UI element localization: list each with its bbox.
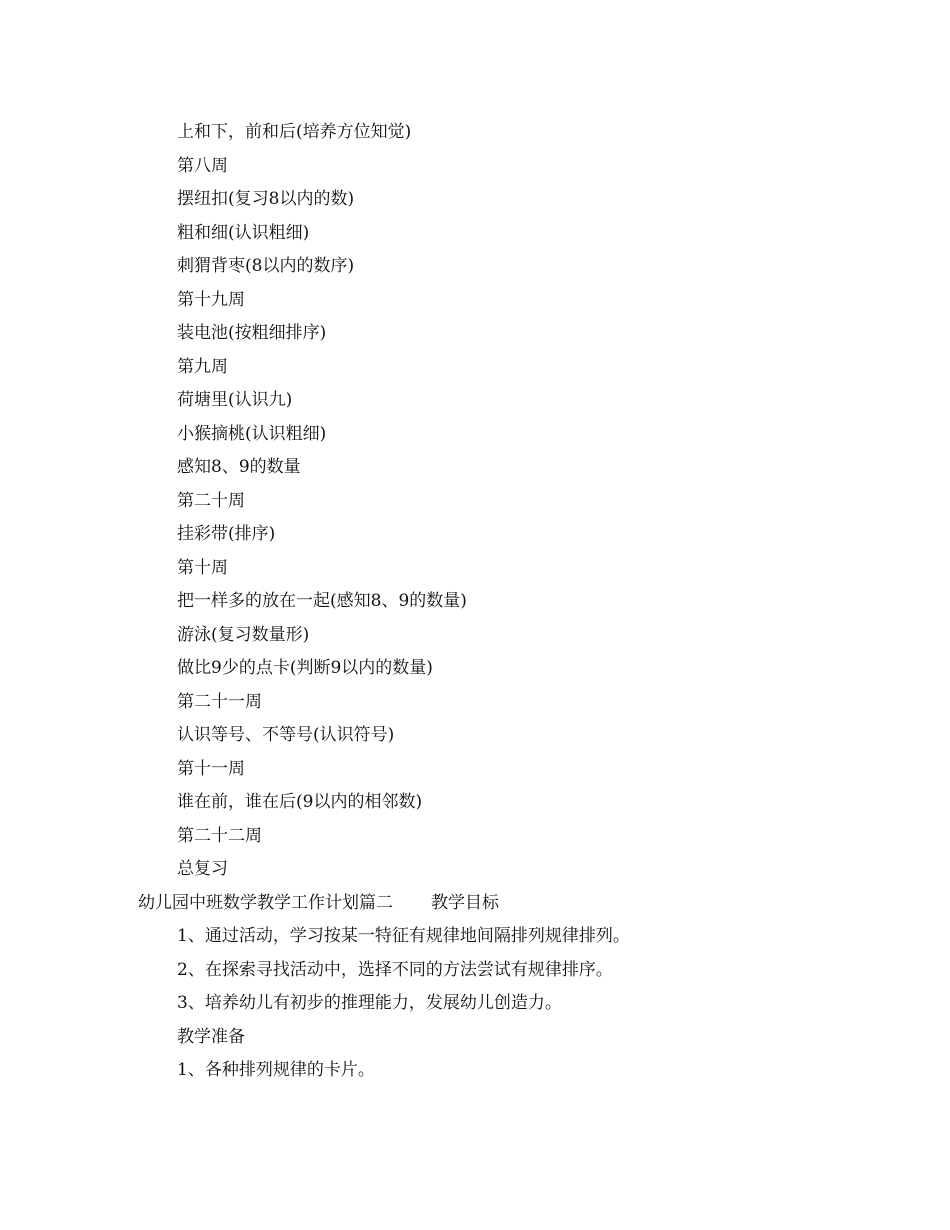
week-heading: 第十周 [177, 557, 228, 578]
week-heading: 第二十一周 [177, 691, 262, 712]
text-line: 游泳(复习数量形) [177, 624, 310, 645]
week-heading: 第十九周 [177, 289, 245, 310]
week-heading: 第九周 [177, 356, 228, 377]
text-line: 荷塘里(认识九) [177, 390, 293, 410]
text-line: 粗和细(认识粗细) [177, 222, 310, 243]
section-subtitle: 教学目标 [431, 892, 499, 913]
text-line: 认识等号、不等号(认识符号) [177, 725, 395, 745]
text-line: 挂彩带(排序) [177, 524, 276, 544]
text-line: 感知8、9的数量 [177, 457, 301, 477]
text-line: 刺猬背枣(8以内的数序) [177, 256, 355, 276]
goal-item: 1、通过活动，学习按某一特征有规律地间隔排列规律排列。 [177, 926, 630, 946]
section-heading-line [0, 887, 950, 921]
text-line: 上和下，前和后(培养方位知觉) [177, 122, 412, 142]
text-line: 谁在前，谁在后(9以内的相邻数) [177, 792, 423, 812]
text-line: 小猴摘桃(认识粗细) [177, 423, 327, 444]
week-heading: 第八周 [177, 155, 228, 176]
section-title: 幼儿园中班数学教学工作计划篇二 [138, 892, 393, 913]
document-body [0, 116, 950, 1088]
week-heading: 第十一周 [177, 758, 245, 779]
goal-item: 2、在探索寻找活动中，选择不同的方法尝试有规律排序。 [177, 959, 613, 980]
text-line: 做比9少的点卡(判断9以内的数量) [177, 658, 433, 678]
prep-item: 1、各种排列规律的卡片。 [177, 1060, 375, 1080]
text-line: 把一样多的放在一起(感知8、9的数量) [177, 591, 467, 611]
text-line: 总复习 [177, 859, 228, 879]
text-line: 摆纽扣(复习8以内的数) [177, 189, 355, 209]
goal-item: 3、培养幼儿有初步的推理能力，发展幼儿创造力。 [177, 993, 562, 1013]
week-heading: 第二十二周 [177, 825, 262, 846]
week-heading: 第二十周 [177, 490, 245, 511]
prep-heading: 教学准备 [177, 1026, 245, 1047]
text-line: 装电池(按粗细排序) [177, 323, 327, 343]
